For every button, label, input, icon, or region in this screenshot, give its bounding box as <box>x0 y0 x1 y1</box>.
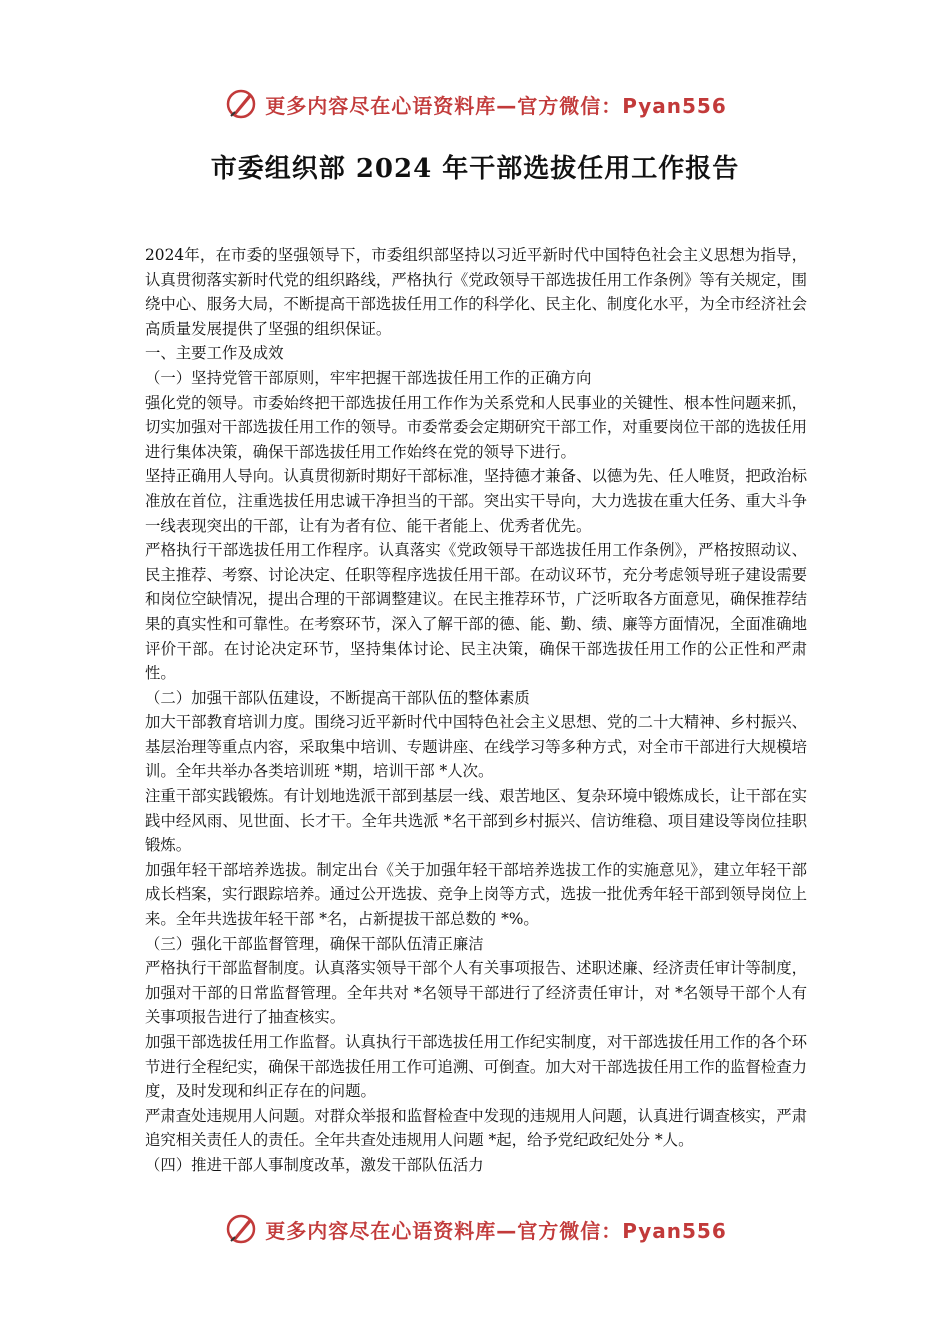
paragraph: 强化党的领导。市委始终把干部选拔任用工作作为关系党和人民事业的关键性、根本性问题来抓，切实加强对干部选拔任用工作的领导。市委常委会定期研究干部工作，对重要岗位干部的选拔任用进行集体决策，确保干部选拔任用工作始终在党的领导下进行。 <box>145 393 807 461</box>
paragraph: 坚持正确用人导向。认真贯彻新时期好干部标准，坚持德才兼备、以德为先、任人唯贤，把政治标准放在首位，注重选拔任用忠诚干净担当的干部。突出实干导向，大力选拔在重大任务、重大斗争一线表现突出的干部，让有为者有位、能干者能上、优秀者优先。 <box>145 467 807 535</box>
watermark-text: 更多内容尽在心语资料库—官方微信：Pyan556 <box>265 1218 727 1243</box>
document-title: 市委组织部 2024 年干部选拔任用工作报告 <box>210 154 740 184</box>
paragraph: 严格执行干部选拔任用工作程序。认真落实《党政领导干部选拔任用工作条例》，严格按照动议、民主推荐、考察、讨论决定、任职等程序选拔任用干部。在动议环节，充分考虑领导班子建设需要和岗位空缺情况，提出合理的干部调整建议。在民主推荐环节，广泛听取各方面意见，确保推荐结果的真实性和可靠性。在考察环节，深入了解干部的德、能、勤、绩、廉等方面情况，全面准确地评价干部。在讨论决定环节，坚持集体讨论、民主决策，确保干部选拔任用工作的公正性和严肃性。 <box>145 541 807 683</box>
paragraph: 加强干部选拔任用工作监督。认真执行干部选拔任用工作纪实制度，对干部选拔任用工作的各个环节进行全程纪实，确保干部选拔任用工作可追溯、可倒查。加大对干部选拔任用工作的监督检查力度，及时发现和纠正存在的问题。 <box>145 1033 807 1101</box>
subsection-heading: （二）加强干部队伍建设，不断提高干部队伍的整体素质 <box>145 688 530 707</box>
paragraph: 加大干部教育培训力度。围绕习近平新时代中国特色社会主义思想、党的二十大精神、乡村振兴、基层治理等重点内容，采取集中培训、专题讲座、在线学习等多种方式，对全市干部进行大规模培训。全年共举办各类培训班 *期，培训干部 *人次。 <box>145 713 807 781</box>
paragraph: 严格执行干部监督制度。认真落实领导干部个人有关事项报告、述职述廉、经济责任审计等制度，加强对干部的日常监督管理。全年共对 *名领导干部进行了经济责任审计，对 *名领导干部个人有关事项报告进行了抽查核实。 <box>145 959 807 1027</box>
paragraph: 注重干部实践锻炼。有计划地选派干部到基层一线、艰苦地区、复杂环境中锻炼成长，让干部在实践中经风雨、见世面、长才干。全年共选派 *名干部到乡村振兴、信访维稳、项目建设等岗位挂职锻炼。 <box>145 787 807 855</box>
subsection-heading: （四）推进干部人事制度改革，激发干部队伍活力 <box>145 1155 484 1174</box>
watermark-banner-top <box>0 82 950 126</box>
watermark-banner-bottom <box>0 1207 950 1251</box>
paragraph: 2024年，在市委的坚强领导下，市委组织部坚持以习近平新时代中国特色社会主义思想为指导，认真贯彻落实新时代党的组织路线，严格执行《党政领导干部选拔任用工作条例》等有关规定，围绕中心、服务大局，不断提高干部选拔任用工作的科学化、民主化、制度化水平，为全市经济社会高质量发展提供了坚强的组织保证。 <box>145 246 807 338</box>
watermark-text: 更多内容尽在心语资料库—官方微信：Pyan556 <box>265 93 727 118</box>
paragraph: 加强年轻干部培养选拔。制定出台《关于加强年轻干部培养选拔工作的实施意见》，建立年轻干部成长档案，实行跟踪培养。通过公开选拔、竞争上岗等方式，选拔一批优秀年轻干部到领导岗位上来。全年共选拔年轻干部 *名，占新提拔干部总数的 *%。 <box>145 860 807 929</box>
subsection-heading: （三）强化干部监督管理，确保干部队伍清正廉洁 <box>145 934 484 953</box>
quill-logo-icon <box>223 86 259 122</box>
document-body <box>145 243 807 1178</box>
section-heading: 一、主要工作及成效 <box>145 344 284 363</box>
paragraph: 严肃查处违规用人问题。对群众举报和监督检查中发现的违规用人问题，认真进行调查核实，严肃追究相关责任人的责任。全年共查处违规用人问题 *起，给予党纪政纪处分 *人。 <box>145 1106 807 1150</box>
quill-logo-icon <box>223 1211 259 1247</box>
subsection-heading: （一）坚持党管干部原则，牢牢把握干部选拔任用工作的正确方向 <box>145 368 592 387</box>
